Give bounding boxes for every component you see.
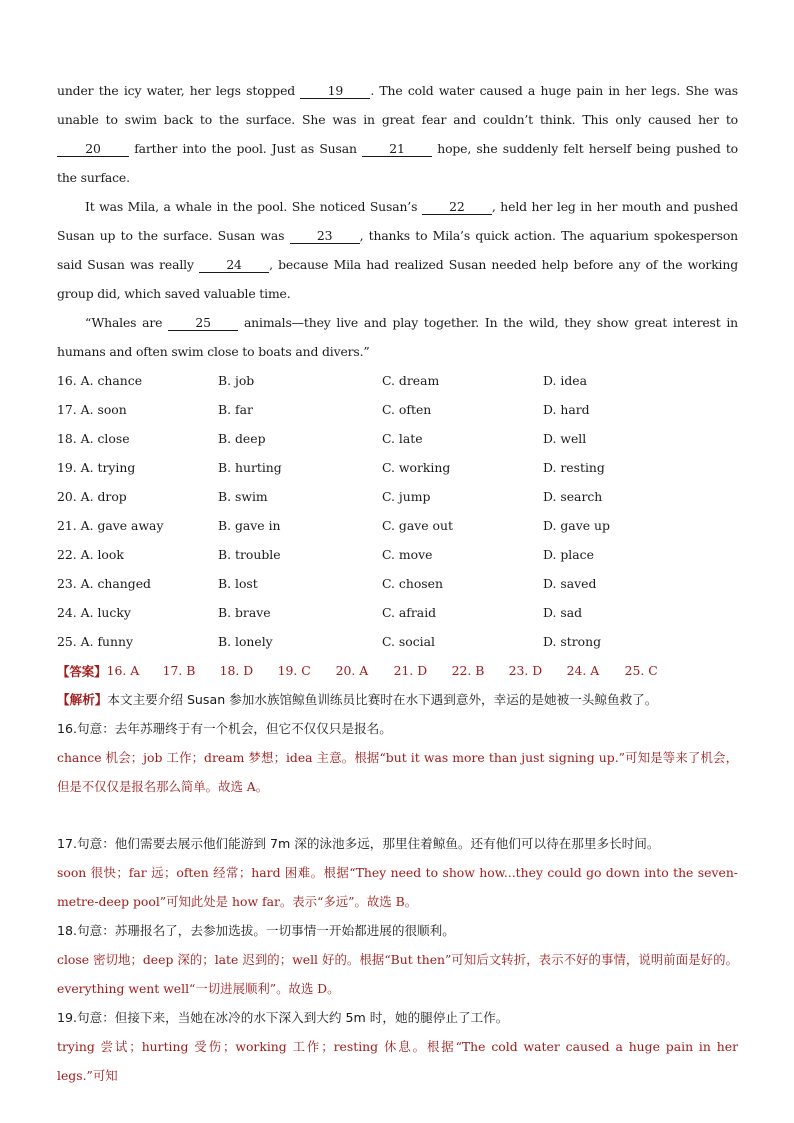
passage-text: farther into the pool. Just as Susan	[129, 141, 363, 156]
option-a: 23. A. changed	[57, 576, 151, 591]
option-c: C. gave out	[382, 518, 453, 533]
option-d: D. resting	[543, 460, 605, 475]
answer-item: 18. D	[219, 663, 254, 678]
analysis-q19-title: 19.句意：但接下来，当她在冰冷的水下深入到大约 5m 时，她的腿停止了工作。	[57, 1010, 509, 1025]
option-b: B. lonely	[218, 634, 273, 649]
option-b: B. swim	[218, 489, 268, 504]
analysis-tag: 【解析】	[57, 692, 108, 707]
option-d: D. search	[543, 489, 603, 504]
passage-text: , thanks to Mila’s quick action. The aquarium spokesperson said Susan was really	[57, 228, 738, 272]
analysis-summary-text: 本文主要介绍 Susan 参加水族馆鲸鱼训练员比赛时在水下遇到意外，幸运的是她被一头鲸鱼救了。	[107, 692, 658, 707]
analysis-q19-body: trying 尝试；hurting 受伤；working 工作；resting 休息。根据“The cold water caused a huge pain in her legs.”可知	[57, 1039, 738, 1083]
passage-text: It was Mila, a whale in the pool. She noticed Susan’s	[85, 199, 422, 214]
answer-row	[57, 656, 738, 685]
option-row-20	[57, 482, 738, 511]
option-d: D. idea	[543, 373, 587, 388]
answer-item: 19. C	[277, 663, 311, 678]
option-a: 21. A. gave away	[57, 518, 164, 533]
blank-19: 19	[300, 84, 370, 99]
answer-item: 23. D	[508, 663, 543, 678]
passage-paragraph-1	[57, 76, 738, 192]
option-d: D. saved	[543, 576, 597, 591]
analysis-q16-body: chance 机会；job 工作；dream 梦想；idea 主意。根据“but it was more than just signing up.”可知是等来了机会，但是不仅仅是报名那么简单。故选 A。	[57, 750, 738, 794]
answer-item: 21. D	[393, 663, 428, 678]
option-d: D. strong	[543, 634, 602, 649]
option-d: D. gave up	[543, 518, 610, 533]
option-a: 20. A. drop	[57, 489, 127, 504]
option-c: C. dream	[382, 373, 440, 388]
option-c: C. social	[382, 634, 435, 649]
option-a: 22. A. look	[57, 547, 124, 562]
option-d: D. hard	[543, 402, 590, 417]
answer-item: 24. A	[566, 663, 600, 678]
blank-25: 25	[168, 316, 238, 331]
option-b: B. lost	[218, 576, 258, 591]
passage-text: , because Mila had realized Susan needed help before any of the working group did, which saved valuable time.	[57, 257, 738, 301]
passage-text: . The cold water caused a huge pain in her legs. She was unable to swim back to the surface. She was in great fear and couldn’t think. This only caused her to	[57, 83, 738, 127]
option-row-24	[57, 598, 738, 627]
option-row-17	[57, 395, 738, 424]
option-b: B. brave	[218, 605, 271, 620]
blank-22: 22	[422, 200, 492, 215]
option-row-16	[57, 366, 738, 395]
option-row-19	[57, 453, 738, 482]
option-b: B. gave in	[218, 518, 281, 533]
blank-20: 20	[57, 142, 129, 157]
passage-paragraph-2	[57, 192, 738, 308]
option-b: B. deep	[218, 431, 266, 446]
blank-21: 21	[362, 142, 432, 157]
analysis-q17-title: 17.句意：他们需要去展示他们能游到 7m 深的泳池多远，那里住着鲸鱼。还有他们可以待在那里多长时间。	[57, 836, 660, 851]
passage-text: , held her leg in her mouth and pushed Susan up to the surface. Susan was	[57, 199, 738, 243]
option-row-23	[57, 569, 738, 598]
option-a: 25. A. funny	[57, 634, 133, 649]
option-a: 18. A. close	[57, 431, 130, 446]
option-row-25	[57, 627, 738, 656]
answer-item: 25. C	[624, 663, 658, 678]
blank-23: 23	[290, 229, 360, 244]
option-d: D. sad	[543, 605, 583, 620]
option-b: B. far	[218, 402, 253, 417]
option-row-21	[57, 511, 738, 540]
analysis-summary	[57, 685, 738, 714]
option-a: 16. A. chance	[57, 373, 143, 388]
passage-text: under the icy water, her legs stopped	[57, 83, 301, 98]
spacer	[57, 801, 738, 829]
options-list	[57, 366, 738, 656]
analysis-q16-title: 16.句意：去年苏珊终于有一个机会，但它不仅仅只是报名。	[57, 721, 392, 736]
analysis-q18-body: close 密切地；deep 深的；late 迟到的；well 好的。根据“But then”可知后文转折，表示不好的事情，说明前面是好的。everything went well“一切进展顺利”。故选 D。	[57, 952, 738, 996]
page-content	[57, 76, 738, 1090]
option-c: C. often	[382, 402, 432, 417]
option-c: C. move	[382, 547, 433, 562]
option-d: D. place	[543, 547, 594, 562]
passage-text: “Whales are	[85, 315, 169, 330]
answer-item: 20. A	[335, 663, 369, 678]
option-b: B. job	[218, 373, 255, 388]
option-row-22	[57, 540, 738, 569]
answer-item: 22. B	[451, 663, 485, 678]
answer-tag: 【答案】	[57, 663, 107, 679]
option-c: C. jump	[382, 489, 431, 504]
option-c: C. afraid	[382, 605, 437, 620]
passage-text: hope, she suddenly felt herself being pushed to the surface.	[57, 141, 738, 185]
analysis-q17-body: soon 很快；far 远；often 经常；hard 困难。根据“They need to show how...they could go down into the seven-metre-deep pool”可知此处是 how far。表示“多远”。故选 B。	[57, 865, 738, 909]
analysis-q18-title: 18.句意：苏珊报名了，去参加选拔。一切事情一开始都进展的很顺利。	[57, 923, 455, 938]
option-c: C. late	[382, 431, 423, 446]
option-d: D. well	[543, 431, 587, 446]
option-a: 17. A. soon	[57, 402, 127, 417]
option-c: C. working	[382, 460, 451, 475]
option-b: B. trouble	[218, 547, 281, 562]
passage-paragraph-3	[57, 308, 738, 366]
passage-text: animals—they live and play together. In the wild, they show great interest in humans and often swim close to boats and divers.”	[57, 315, 738, 359]
option-c: C. chosen	[382, 576, 443, 591]
option-row-18	[57, 424, 738, 453]
blank-24: 24	[199, 258, 269, 273]
option-b: B. hurting	[218, 460, 282, 475]
answer-item: 17. B	[162, 663, 196, 678]
answer-item: 16. A	[106, 663, 140, 678]
option-a: 24. A. lucky	[57, 605, 131, 620]
option-a: 19. A. trying	[57, 460, 136, 475]
